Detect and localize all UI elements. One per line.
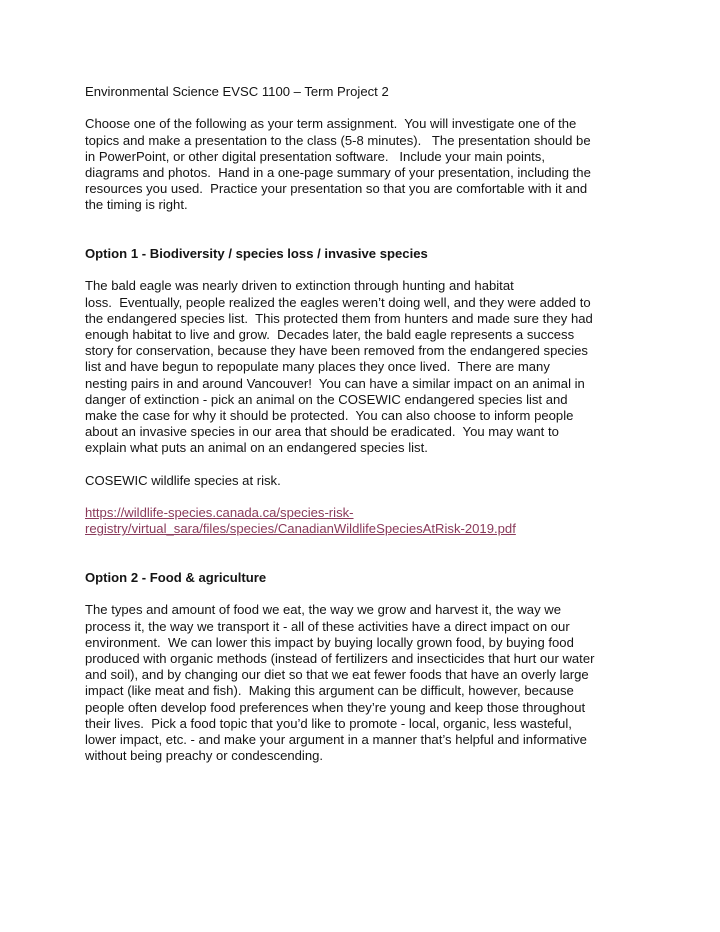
document-title-text: Environmental Science EVSC 1100 – Term Project 2 (85, 84, 389, 99)
option2-line: produced with organic methods (instead of fertilizers and insecticides that hurt our water (85, 651, 595, 666)
option2-line: and soil), and by changing our diet so that we eat fewer foods that have an overly large (85, 667, 589, 683)
option2-line: process it, the way we transport it - all of these activities have a direct impact on our (85, 618, 570, 634)
intro-line: resources you used. Practice your presentation so that you are comfortable with it and (85, 181, 588, 197)
option2-paragraph (85, 602, 645, 764)
option1-paragraph (85, 278, 645, 456)
cosewic-link-line[interactable]: registry/virtual_sara/files/species/CanadianWildlifeSpeciesAtRisk-2019.pdf (85, 521, 516, 537)
intro-line: diagrams and photos. Hand in a one-page summary of your presentation, including the (85, 165, 591, 180)
option1-line: list and have begun to repopulate many places they once lived. There are many (85, 359, 550, 375)
option1-line: story for conservation, because they have been removed from the endangered species (85, 343, 588, 359)
option1-line: nesting pairs in and around Vancouver! You can have a similar impact on an animal in (85, 375, 585, 391)
option1-line: the endangered species list. This protected them from hunters and made sure they had (85, 310, 593, 326)
intro-line: Choose one of the following as your term assignment. You will investigate one of the (85, 116, 577, 132)
intro-line: topics and make a presentation to the class (5-8 minutes). The presentation should be (85, 132, 591, 148)
option1-line: about an invasive species in our area that should be eradicated. You may want to (85, 424, 559, 440)
option1-line: explain what puts an animal on an endangered species list. (85, 440, 428, 456)
cosewic-link[interactable] (85, 505, 645, 537)
option2-line: people often develop food preferences when they’re young and keep those throughout (85, 699, 586, 715)
option1-heading (85, 246, 645, 262)
intro-line: the timing is right. (85, 197, 188, 213)
option2-heading (85, 570, 645, 586)
option1-line: enough habitat to live and grow. Decades later, the bald eagle represents a success (85, 327, 575, 342)
option1-line: make the case for why it should be protected. You can also choose to inform people (85, 408, 574, 424)
document-content (85, 84, 645, 764)
cosewic-label-text: COSEWIC wildlife species at risk. (85, 472, 281, 488)
option1-heading-text: Option 1 - Biodiversity / species loss / invasive species (85, 246, 428, 261)
intro-paragraph (85, 116, 645, 213)
option2-line: environment. We can lower this impact by buying locally grown food, by buying food (85, 634, 574, 650)
document-title (85, 84, 645, 100)
cosewic-link-line[interactable]: https://wildlife-species.canada.ca/species-risk- (85, 505, 354, 521)
option1-line: danger of extinction - pick an animal on the COSEWIC endangered species list and (85, 391, 568, 407)
option2-line: their lives. Pick a food topic that you’d like to promote - local, organic, less wasteful, (85, 715, 572, 731)
option2-line: lower impact, etc. - and make your argument in a manner that’s helpful and informative (85, 732, 587, 748)
cosewic-label (85, 473, 645, 489)
intro-line: in PowerPoint, or other digital presentation software. Include your main points, (85, 148, 545, 164)
option2-line: impact (like meat and fish). Making this argument can be difficult, however, because (85, 683, 574, 699)
option2-heading-text: Option 2 - Food & agriculture (85, 570, 267, 585)
option1-line: loss. Eventually, people realized the eagles weren’t doing well, and they were added to (85, 294, 591, 310)
option2-line: without being preachy or condescending. (85, 748, 324, 764)
option2-line: The types and amount of food we eat, the way we grow and harvest it, the way we (85, 602, 562, 618)
option1-line: The bald eagle was nearly driven to extinction through hunting and habitat (85, 278, 514, 294)
